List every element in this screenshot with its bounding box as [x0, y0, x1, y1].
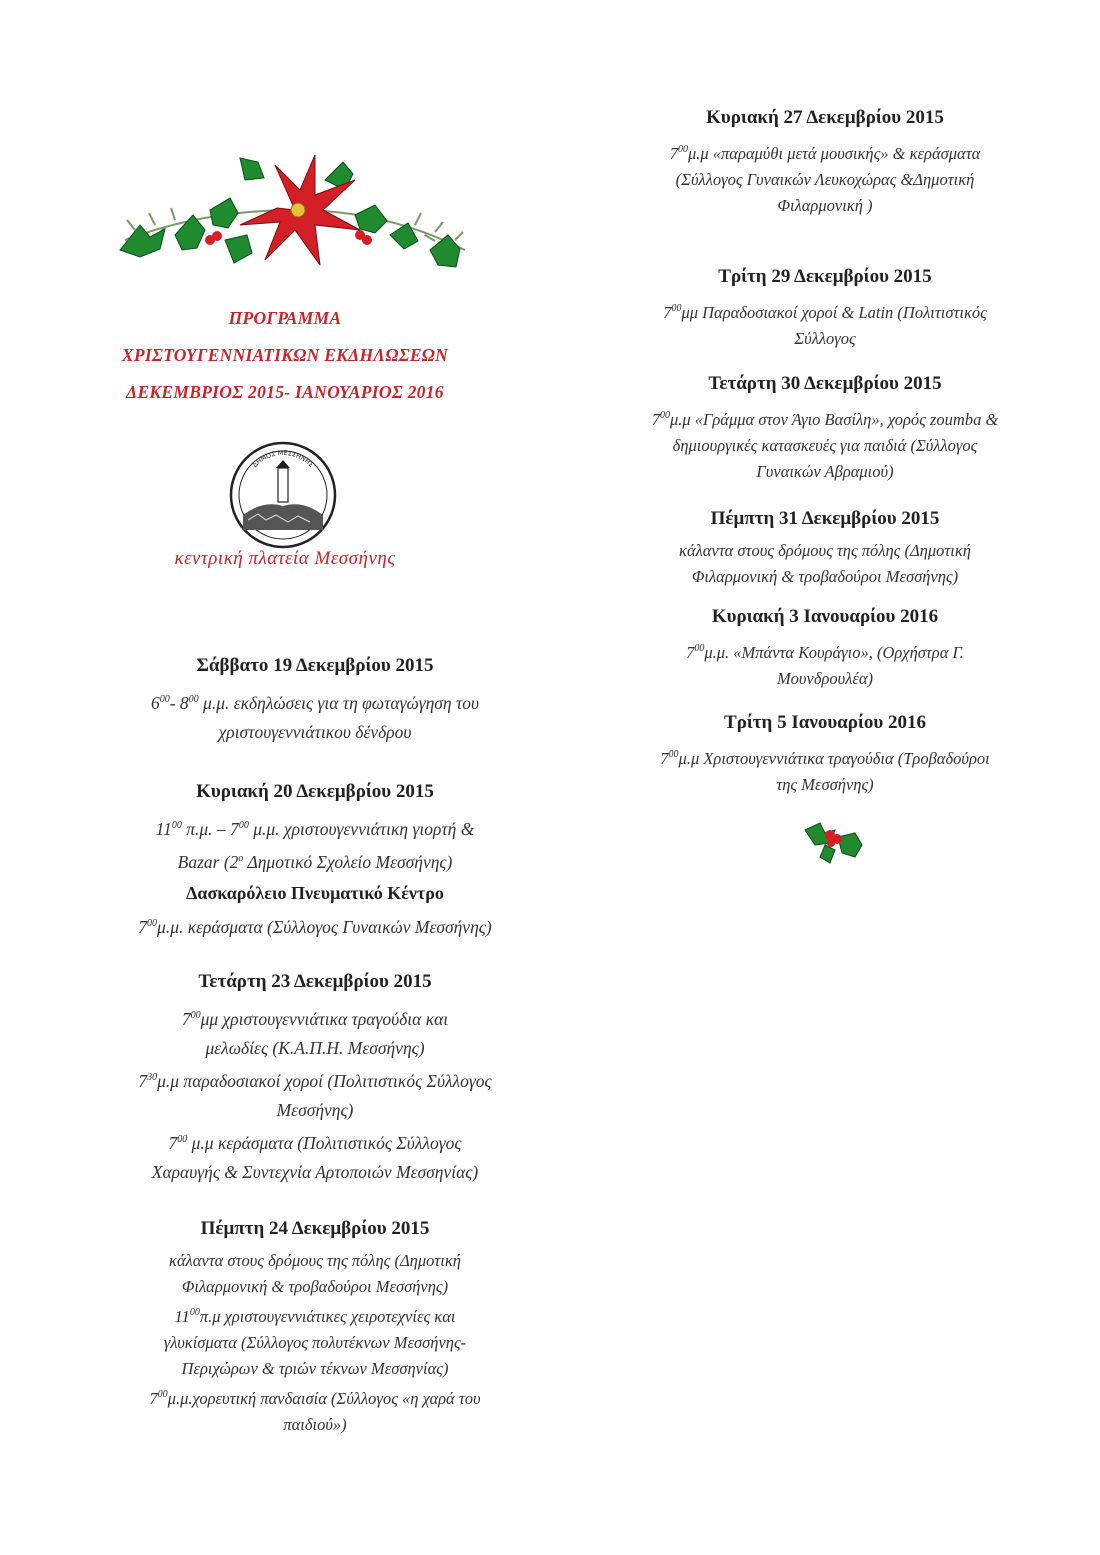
title-line-2: ΧΡΙΣΤΟΥΓΕΝΝΙΑΤΙΚΩΝ ΕΚΔΗΛΩΣΕΩΝ — [121, 345, 449, 365]
event-dec30 — [580, 373, 1070, 485]
event-date: Κυριακή 3 Ιανουαρίου 2016 — [711, 606, 939, 627]
event-dec23 — [70, 971, 560, 1187]
event-dec29 — [580, 266, 1070, 352]
event-line: μελωδίες (Κ.Α.Π.Η. Μεσσήνης) — [205, 1038, 425, 1058]
event-line: $7^{00}\mu.\mu$ «παραμύθι μετά μουσικής» & κεράσματα — [669, 144, 981, 163]
event-line: $7^{00}\mu.\mu.\chi o\rho\varepsilon\upsilon\tau\iota\kappa ή$ πανδαισία (Σύλλογος «η χαρά του — [149, 1389, 481, 1408]
event-date: Πέμπτη 31 Δεκεμβρίου 2015 — [710, 508, 940, 529]
event-dec27 — [580, 107, 1070, 219]
event-dec19 — [70, 655, 560, 747]
municipality-seal-logo — [228, 440, 338, 550]
event-line: $7^{00}\mu.\mu$ Χριστουγεννιάτικα τραγούδια (Τροβαδούροι — [660, 749, 990, 768]
event-line: Σύλλογος — [794, 329, 856, 348]
event-line: της Μεσσήνης) — [776, 775, 874, 794]
event-line: χριστουγεννιάτικου δένδρου — [218, 722, 412, 742]
event-dec31 — [580, 508, 1070, 590]
title-line-1: ΠΡΟΓΡΑΜΜΑ — [228, 308, 342, 328]
event-line: Φιλαρμονική ) — [777, 196, 873, 215]
venue-label: κεντρική πλατεία Μεσσήνης — [174, 548, 396, 569]
event-date: Πέμπτη 24 Δεκεμβρίου 2015 — [200, 1218, 430, 1239]
title-line-3: ΔΕΚΕΜΒΡΙΟΣ 2015- ΙΑΝΟΥΑΡΙΟΣ 2016 — [126, 382, 444, 402]
event-line: Bazar ($2^o$ Δημοτικό Σχολείο Μεσσήνης) — [177, 852, 453, 872]
event-line: $7^{00}\mu.\mu$ «Γράμμα στον Άγιο Βασίλη», χορός zoumba & — [651, 410, 999, 429]
event-line: (Σύλλογος Γυναικών Λευκοχώρας &Δημοτική — [675, 170, 975, 189]
holly-icon — [800, 815, 870, 865]
event-jan3 — [580, 606, 1070, 692]
event-line: κάλαντα στους δρόμους της πόλης (Δημοτική — [679, 541, 971, 560]
event-line: $7^{00}\mu\mu$ χριστουγεννιάτικα τραγούδια και — [181, 1009, 449, 1029]
event-date: Κυριακή 20 Δεκεμβρίου 2015 — [196, 781, 434, 802]
event-line: $7^{00}$ μ.μ κεράσματα (Πολιτιστικός Σύλλογος — [168, 1133, 462, 1153]
event-date: Τρίτη 5 Ιανουαρίου 2016 — [724, 712, 926, 733]
event-line: $7^{30}\mu.\mu$ παραδοσιακοί χοροί (Πολιτιστικός Σύλλογος — [138, 1071, 492, 1091]
event-line: Μεσσήνης) — [276, 1100, 354, 1120]
event-line: Περιχώρων & τριών τέκνων Μεσσηνίας) — [181, 1359, 449, 1378]
event-line: παιδιού») — [283, 1415, 347, 1434]
event-line: Χαραυγής & Συντεχνία Αρτοποιών Μεσσηνίας) — [151, 1162, 479, 1182]
event-date: Σάββατο 19 Δεκεμβρίου 2015 — [196, 655, 434, 676]
event-line: δημιουργικές κατασκευές για παιδιά (Σύλλογος — [672, 436, 978, 455]
event-line: $11^{00}\pi.\mu$ χριστουγεννιάτικες χειροτεχνίες και — [174, 1307, 456, 1326]
event-line: κάλαντα στους δρόμους της πόλης (Δημοτική — [169, 1251, 461, 1270]
event-date: Τετάρτη 23 Δεκεμβρίου 2015 — [198, 971, 432, 992]
svg-text:ΔΗΜΟΣ ΜΕΣΣΗΝΗΣ: ΔΗΜΟΣ ΜΕΣΣΗΝΗΣ — [250, 448, 316, 470]
event-date: Κυριακή 27 Δεκεμβρίου 2015 — [706, 107, 944, 128]
event-jan5 — [580, 712, 1070, 798]
event-line: $7^{00}\mu.\mu$. κεράσματα (Σύλλογος Γυναικών Μεσσήνης) — [138, 917, 492, 937]
event-line: $7^{00}\mu.\mu$. «Μπάντα Κουράγιο», (Ορχήστρα Γ. — [686, 643, 964, 662]
event-line: Φιλαρμονική & τροβαδούροι Μεσσήνης) — [691, 567, 959, 586]
event-line: Μουνδρουλέα) — [776, 669, 874, 688]
event-dec24 — [70, 1218, 560, 1438]
event-line: Γυναικών Αβραμιού) — [756, 462, 894, 481]
event-line: γλυκίσματα (Σύλλογος πολυτέκνων Μεσσήνης- — [163, 1333, 467, 1352]
event-date: Τρίτη 29 Δεκεμβρίου 2015 — [718, 266, 932, 287]
event-dec20 — [70, 781, 560, 942]
poinsettia-garland-illustration — [115, 140, 475, 275]
event-line: $6^{00}-$ $8^{00}$ μ.μ. εκδηλώσεις για τη φωταγώγηση του — [150, 693, 480, 713]
event-venue: Δασκαρόλειο Πνευματικό Κέντρο — [186, 883, 444, 903]
event-date: Τετάρτη 30 Δεκεμβρίου 2015 — [708, 373, 942, 394]
event-line: $11^{00}$ π.μ. – $7^{00}$ μ.μ. χριστουγεννιάτικη γιορτή & — [155, 819, 475, 839]
event-line: Φιλαρμονική & τροβαδούροι Μεσσήνης) — [181, 1277, 449, 1296]
program-title — [70, 300, 500, 411]
event-line: $7^{00}\mu\mu$ Παραδοσιακοί χοροί & Latin (Πολιτιστικός — [663, 303, 987, 322]
